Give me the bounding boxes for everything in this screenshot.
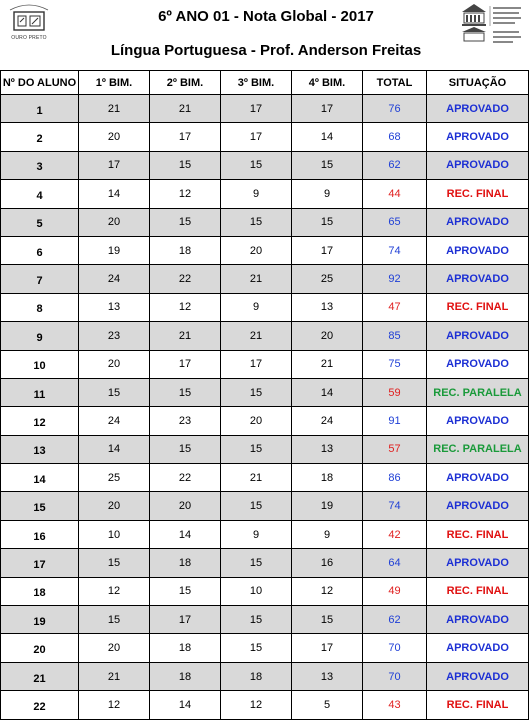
cell-bim3: 21 (221, 322, 292, 350)
cell-bim2: 18 (150, 634, 221, 662)
school-logo-text (8, 35, 50, 41)
cell-bim2: 12 (150, 293, 221, 321)
status-badge: APROVADO (446, 102, 509, 115)
cell-bim2: 17 (150, 350, 221, 378)
cell-bim2: 22 (150, 265, 221, 293)
table-row (1, 606, 529, 634)
cell-situacao (427, 435, 529, 463)
cell-bim1: 25 (79, 464, 150, 492)
status-badge: APROVADO (446, 613, 509, 626)
cell-bim2: 22 (150, 464, 221, 492)
cell-bim1: 14 (79, 435, 150, 463)
cell-aluno: 14 (1, 464, 79, 492)
cell-bim4: 15 (292, 208, 363, 236)
cell-total: 74 (363, 236, 427, 264)
cell-bim1: 20 (79, 350, 150, 378)
cell-aluno: 21 (1, 662, 79, 690)
grades-table (0, 70, 529, 720)
cell-bim4: 14 (292, 378, 363, 406)
cell-bim1: 19 (79, 236, 150, 264)
status-badge: APROVADO (446, 131, 509, 144)
cell-aluno: 10 (1, 350, 79, 378)
table-row (1, 634, 529, 662)
cell-bim2: 15 (150, 151, 221, 179)
cell-total: 70 (363, 634, 427, 662)
cell-bim1: 12 (79, 691, 150, 719)
cell-aluno: 11 (1, 378, 79, 406)
cell-aluno: 19 (1, 606, 79, 634)
status-badge: APROVADO (446, 414, 509, 427)
cell-bim2: 21 (150, 322, 221, 350)
cell-aluno: 1 (1, 95, 79, 123)
status-badge: APROVADO (446, 216, 509, 229)
cell-total: 65 (363, 208, 427, 236)
cell-bim2: 15 (150, 435, 221, 463)
cell-bim1: 15 (79, 378, 150, 406)
table-row (1, 293, 529, 321)
cell-situacao (427, 549, 529, 577)
page-title: 6º ANO 01 - Nota Global - 2017 (158, 8, 374, 25)
cell-bim3: 15 (221, 378, 292, 406)
cell-bim3: 20 (221, 407, 292, 435)
cell-situacao (427, 606, 529, 634)
cell-bim3: 10 (221, 577, 292, 605)
cell-situacao (427, 236, 529, 264)
cell-situacao (427, 180, 529, 208)
status-badge: REC. FINAL (446, 187, 509, 200)
page-subtitle: Língua Portuguesa - Prof. Anderson Freitas (110, 42, 422, 59)
cell-situacao (427, 492, 529, 520)
cell-bim2: 20 (150, 492, 221, 520)
table-row (1, 378, 529, 406)
school-logo-subtitle: OURO PRETO (11, 35, 47, 41)
header-situacao: SITUAÇÃO (427, 71, 529, 95)
cell-situacao (427, 208, 529, 236)
table-row (1, 322, 529, 350)
table-row (1, 180, 529, 208)
cell-situacao (427, 662, 529, 690)
table-row (1, 151, 529, 179)
table-row (1, 236, 529, 264)
cell-bim4: 21 (292, 350, 363, 378)
status-badge: REC. PARALELA (433, 386, 522, 399)
header-bim2: 2º BIM. (150, 71, 221, 95)
cell-situacao (427, 95, 529, 123)
status-badge: APROVADO (446, 329, 509, 342)
cell-aluno: 16 (1, 520, 79, 548)
table-row (1, 549, 529, 577)
table-body (1, 95, 529, 720)
cell-situacao (427, 265, 529, 293)
header-aluno: Nº DO ALUNO (1, 71, 79, 95)
header-bim3: 3º BIM. (221, 71, 292, 95)
table-header-row (1, 71, 529, 95)
cell-bim4: 25 (292, 265, 363, 293)
header-bim1: 1º BIM. (79, 71, 150, 95)
cell-situacao (427, 464, 529, 492)
cell-total: 92 (363, 265, 427, 293)
cell-bim3: 9 (221, 293, 292, 321)
status-badge: APROVADO (446, 273, 509, 286)
cell-bim3: 15 (221, 151, 292, 179)
status-badge: APROVADO (446, 500, 509, 513)
cell-bim1: 21 (79, 662, 150, 690)
table-row (1, 95, 529, 123)
cell-total: 62 (363, 151, 427, 179)
cell-bim3: 15 (221, 634, 292, 662)
cell-bim3: 17 (221, 350, 292, 378)
cell-bim4: 9 (292, 180, 363, 208)
cell-aluno: 5 (1, 208, 79, 236)
cell-bim1: 20 (79, 123, 150, 151)
cell-bim1: 13 (79, 293, 150, 321)
cell-bim3: 20 (221, 236, 292, 264)
cell-total: 86 (363, 464, 427, 492)
cell-situacao (427, 407, 529, 435)
cell-bim4: 9 (292, 520, 363, 548)
cell-bim3: 15 (221, 435, 292, 463)
header-total: TOTAL (363, 71, 427, 95)
status-badge: REC. PARALELA (433, 443, 522, 456)
cell-situacao (427, 520, 529, 548)
cell-total: 91 (363, 407, 427, 435)
cell-bim4: 16 (292, 549, 363, 577)
cell-bim3: 15 (221, 492, 292, 520)
cell-bim4: 13 (292, 293, 363, 321)
cell-aluno: 3 (1, 151, 79, 179)
cell-bim3: 9 (221, 180, 292, 208)
cell-situacao (427, 691, 529, 719)
cell-bim4: 5 (292, 691, 363, 719)
cell-bim4: 18 (292, 464, 363, 492)
status-badge: APROVADO (446, 244, 509, 257)
cell-aluno: 8 (1, 293, 79, 321)
cell-bim3: 15 (221, 549, 292, 577)
cell-bim2: 15 (150, 577, 221, 605)
status-badge: REC. FINAL (446, 528, 509, 541)
cell-aluno: 13 (1, 435, 79, 463)
cell-bim4: 20 (292, 322, 363, 350)
cell-bim1: 20 (79, 208, 150, 236)
cell-bim1: 20 (79, 492, 150, 520)
cell-bim1: 10 (79, 520, 150, 548)
status-badge: REC. FINAL (446, 301, 509, 314)
unesco-logo (460, 2, 526, 48)
cell-total: 74 (363, 492, 427, 520)
cell-total: 70 (363, 662, 427, 690)
cell-total: 62 (363, 606, 427, 634)
status-badge: APROVADO (446, 471, 509, 484)
cell-bim2: 21 (150, 95, 221, 123)
cell-aluno: 17 (1, 549, 79, 577)
cell-aluno: 22 (1, 691, 79, 719)
table-row (1, 265, 529, 293)
cell-total: 76 (363, 95, 427, 123)
table-row (1, 208, 529, 236)
cell-situacao (427, 293, 529, 321)
header-bim4: 4º BIM. (292, 71, 363, 95)
table-row (1, 691, 529, 719)
cell-bim2: 18 (150, 662, 221, 690)
cell-bim1: 17 (79, 151, 150, 179)
cell-bim1: 23 (79, 322, 150, 350)
status-badge: APROVADO (446, 556, 509, 569)
cell-aluno: 15 (1, 492, 79, 520)
cell-bim2: 18 (150, 236, 221, 264)
cell-bim3: 17 (221, 123, 292, 151)
cell-bim4: 12 (292, 577, 363, 605)
table-row (1, 407, 529, 435)
cell-bim3: 9 (221, 520, 292, 548)
cell-total: 57 (363, 435, 427, 463)
cell-bim4: 15 (292, 151, 363, 179)
status-badge: APROVADO (446, 358, 509, 371)
cell-situacao (427, 378, 529, 406)
cell-bim3: 21 (221, 265, 292, 293)
cell-total: 68 (363, 123, 427, 151)
cell-bim2: 12 (150, 180, 221, 208)
cell-total: 64 (363, 549, 427, 577)
table-row (1, 662, 529, 690)
cell-aluno: 2 (1, 123, 79, 151)
table-row (1, 520, 529, 548)
cell-bim4: 24 (292, 407, 363, 435)
cell-bim1: 14 (79, 180, 150, 208)
cell-situacao (427, 151, 529, 179)
cell-bim2: 14 (150, 691, 221, 719)
cell-bim3: 21 (221, 464, 292, 492)
cell-aluno: 12 (1, 407, 79, 435)
cell-bim4: 17 (292, 634, 363, 662)
cell-bim2: 14 (150, 520, 221, 548)
cell-situacao (427, 577, 529, 605)
cell-bim2: 15 (150, 378, 221, 406)
cell-total: 44 (363, 180, 427, 208)
cell-bim2: 23 (150, 407, 221, 435)
cell-bim3: 18 (221, 662, 292, 690)
cell-aluno: 20 (1, 634, 79, 662)
cell-total: 47 (363, 293, 427, 321)
table-row (1, 577, 529, 605)
cell-bim3: 15 (221, 208, 292, 236)
cell-total: 49 (363, 577, 427, 605)
cell-bim1: 15 (79, 606, 150, 634)
cell-bim4: 17 (292, 236, 363, 264)
cell-bim2: 18 (150, 549, 221, 577)
cell-bim4: 14 (292, 123, 363, 151)
cell-total: 75 (363, 350, 427, 378)
cell-bim1: 21 (79, 95, 150, 123)
cell-bim1: 12 (79, 577, 150, 605)
table-row (1, 350, 529, 378)
status-badge: APROVADO (446, 670, 509, 683)
table-row (1, 464, 529, 492)
cell-aluno: 9 (1, 322, 79, 350)
cell-bim4: 13 (292, 435, 363, 463)
cell-bim1: 15 (79, 549, 150, 577)
cell-aluno: 4 (1, 180, 79, 208)
cell-bim4: 13 (292, 662, 363, 690)
cell-situacao (427, 350, 529, 378)
page-header (0, 0, 532, 68)
cell-bim3: 15 (221, 606, 292, 634)
cell-bim2: 17 (150, 123, 221, 151)
cell-bim1: 20 (79, 634, 150, 662)
cell-aluno: 6 (1, 236, 79, 264)
status-badge: REC. FINAL (446, 698, 509, 711)
table-row (1, 435, 529, 463)
cell-bim2: 17 (150, 606, 221, 634)
cell-bim4: 17 (292, 95, 363, 123)
cell-total: 59 (363, 378, 427, 406)
status-badge: APROVADO (446, 159, 509, 172)
cell-bim3: 17 (221, 95, 292, 123)
cell-bim1: 24 (79, 407, 150, 435)
table-row (1, 123, 529, 151)
status-badge: APROVADO (446, 642, 509, 655)
cell-total: 43 (363, 691, 427, 719)
cell-bim4: 15 (292, 606, 363, 634)
cell-aluno: 18 (1, 577, 79, 605)
cell-bim2: 15 (150, 208, 221, 236)
cell-bim4: 19 (292, 492, 363, 520)
cell-situacao (427, 322, 529, 350)
cell-bim1: 24 (79, 265, 150, 293)
cell-total: 85 (363, 322, 427, 350)
cell-situacao (427, 634, 529, 662)
cell-bim3: 12 (221, 691, 292, 719)
table-row (1, 492, 529, 520)
cell-total: 42 (363, 520, 427, 548)
cell-situacao (427, 123, 529, 151)
cell-aluno: 7 (1, 265, 79, 293)
status-badge: REC. FINAL (446, 585, 509, 598)
